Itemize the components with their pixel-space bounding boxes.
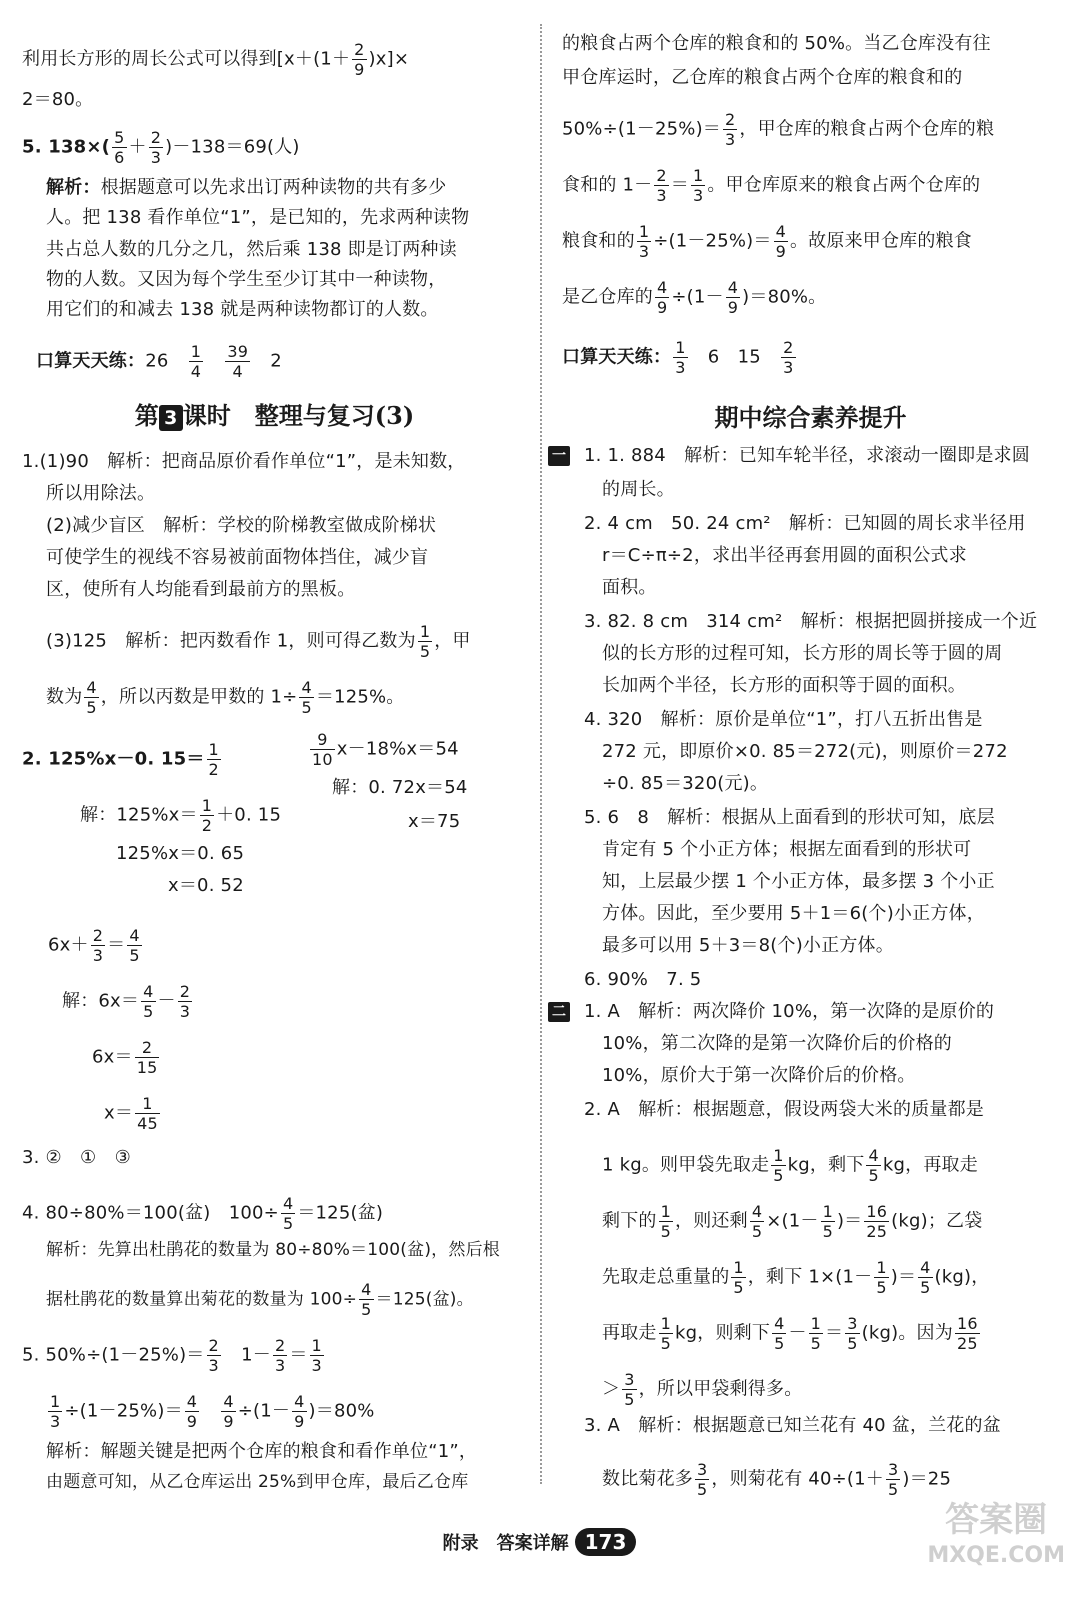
answer-5: 5. 138×( $\frac{5}{6}$ ＋ $\frac{2}{3}$ )－138＝69(人) — [22, 128, 300, 167]
fraction: $\frac{4}{5}$ — [774, 1314, 785, 1353]
fraction: $\frac{4}{5}$ — [361, 1280, 372, 1319]
answer-2b: 2. A 解析：根据题意，假设两袋大米的质量都是 — [584, 1099, 985, 1120]
text-line: 是乙仓库的 $\frac{4}{9}$ ÷(1－ $\frac{4}{9}$ )＝80%。 — [562, 278, 827, 317]
section-marker: 一 — [548, 446, 570, 466]
text-line: 10%，原价大于第一次降价后的价格。 — [602, 1065, 916, 1086]
text-line: 再取走 $\frac{1}{5}$ kg，则剩下 $\frac{4}{5}$ － $\frac{1}{5}$ ＝ $\frac{3}{5}$ (kg)。因为 $\frac{16}{25}$ — [602, 1314, 978, 1353]
fraction: $\frac{2}{9}$ — [354, 40, 365, 79]
answer-4: 4. 80÷80%＝100(盆) 100÷ $\frac{4}{5}$ ＝125(盆) — [22, 1194, 384, 1233]
answer-3: 3. ② ① ③ — [22, 1147, 131, 1168]
text-line: 方体。因此，至少要用 5＋1＝6(个)小正方体， — [602, 903, 985, 924]
text-line: 10%，第二次降的是第一次降价后的价格的 — [602, 1033, 953, 1054]
answer-1: 1. 1. 884 解析：已知车轮半径，求滚动一圈即是求圆 — [584, 445, 1030, 466]
fraction: $\frac{2}{3}$ — [92, 926, 104, 965]
answer-1b: 1. A 解析：两次降价 10%，第一次降的是原价的 — [584, 1001, 995, 1022]
fraction: $\frac{1}{5}$ — [822, 1202, 833, 1241]
page-footer — [0, 1528, 1079, 1556]
equation-line: 125%x＝0. 65 — [116, 843, 245, 864]
text-line: 所以用除法。 — [46, 483, 156, 504]
equation-line: x＝75 — [408, 811, 461, 832]
fraction: $\frac{4}{5}$ — [282, 1194, 294, 1233]
column-divider — [540, 24, 542, 1484]
fraction: $\frac{1}{3}$ — [638, 222, 650, 261]
fraction: $\frac{5}{6}$ — [114, 128, 125, 167]
fraction: $\frac{4}{5}$ — [86, 678, 97, 717]
fraction: $\frac{2}{3}$ — [656, 166, 667, 205]
kousuan-line: 口算天天练： $\frac{1}{3}$ 6 15 $\frac{2}{3}$ — [562, 338, 794, 377]
explanation-line: 物的人数。又因为每个学生至少订其中一种读物， — [46, 269, 447, 290]
fraction: $\frac{3}{5}$ — [624, 1370, 635, 1409]
equation-line: $\frac{9}{10}$ x－18%x＝54 — [312, 730, 459, 769]
equation-line: 6x＝ $\frac{2}{15}$ — [92, 1038, 158, 1077]
equation-line: 解：125%x＝ $\frac{1}{2}$ ＋0. 15 — [80, 796, 282, 835]
fraction: $\frac{1}{5}$ — [419, 622, 431, 661]
fraction: $\frac{1}{3}$ — [50, 1392, 61, 1431]
fraction: $\frac{39}{4}$ — [227, 342, 249, 381]
fraction: $\frac{3}{5}$ — [697, 1460, 708, 1499]
fraction: $\frac{1}{3}$ — [675, 338, 686, 377]
text-line: 甲仓库运时，乙仓库的粮食占两个仓库的粮食和的 — [562, 67, 963, 88]
text-line: 先取走总重量的 $\frac{1}{5}$ ，剩下 1×(1－ $\frac{1}{5}$ )＝ $\frac{4}{5}$ (kg)， — [602, 1258, 990, 1297]
right-column — [552, 0, 1059, 1540]
answer-4: 4. 320 解析：原价是单位“1”，打八五折出售是 — [584, 709, 983, 730]
fraction: $\frac{4}{9}$ — [727, 278, 739, 317]
fraction: $\frac{4}{9}$ — [657, 278, 668, 317]
fraction: $\frac{1}{2}$ — [201, 796, 213, 835]
fraction: $\frac{1}{5}$ — [660, 1314, 671, 1353]
fraction: $\frac{16}{25}$ — [956, 1314, 978, 1353]
text-line: 利用长方形的周长公式可以得到[x＋(1＋ $\frac{2}{9}$ )x]× — [22, 40, 410, 79]
fraction: $\frac{1}{5}$ — [773, 1146, 784, 1185]
watermark-logo: 答案圈 MXQE.COM — [927, 1500, 1065, 1568]
text-line: 长加两个半径，长方形的面积等于圆的面积。 — [602, 675, 966, 696]
text-line: r＝C÷π÷2，求出半径再套用圆的面积公式求 — [602, 545, 967, 566]
answer-5: 5. 6 8 解析：根据从上面看到的形状可知，底层 — [584, 807, 995, 828]
text-line: 数为 $\frac{4}{5}$ ，所以丙数是甲数的 1÷ $\frac{4}{5}$ ＝125%。 — [46, 678, 405, 717]
fraction: $\frac{4}{5}$ — [920, 1258, 931, 1297]
equation-line: 解：0. 72x＝54 — [332, 777, 468, 798]
fraction: $\frac{1}{45}$ — [137, 1094, 158, 1133]
fraction: $\frac{1}{5}$ — [810, 1314, 822, 1353]
text-line: ＞ $\frac{3}{5}$ ，所以甲袋剩得多。 — [602, 1370, 803, 1409]
text-line: 50%÷(1－25%)＝ $\frac{2}{3}$ ，甲仓库的粮食占两个仓库的粮 — [562, 110, 995, 149]
text-line: 面积。 — [602, 577, 657, 598]
fraction: $\frac{3}{5}$ — [847, 1314, 858, 1353]
text-line: 肯定有 5 个小正方体；根据左面看到的形状可 — [602, 839, 972, 860]
text-line: 最多可以用 5＋3＝8(个)小正方体。 — [602, 935, 894, 956]
answer-3: 3. 82. 8 cm 314 cm² 解析：根据把圆拼接成一个近 — [584, 611, 1038, 632]
text-line: 2＝80。 — [22, 89, 94, 110]
fraction: $\frac{4}{5}$ — [751, 1202, 763, 1241]
text-line: 区，使所有人均能看到最前方的黑板。 — [46, 579, 356, 600]
text-line: 知，上层最少摆 1 个小正方体，最多摆 3 个小正 — [602, 871, 995, 892]
text-line: 粮食和的 $\frac{1}{3}$ ÷(1－25%)＝ $\frac{4}{9}$ 。故原来甲仓库的粮食 — [562, 222, 972, 261]
explanation-line: 解析：先算出杜鹃花的数量为 80÷80%＝100(盆)，然后根 — [46, 1240, 500, 1260]
section-marker: 二 — [548, 1002, 570, 1022]
fraction: $\frac{1}{5}$ — [876, 1258, 887, 1297]
fraction: $\frac{4}{9}$ — [223, 1392, 234, 1431]
equation-line: x＝0. 52 — [168, 875, 244, 896]
text-line: 剩下的 $\frac{1}{5}$ ，则还剩 $\frac{4}{5}$ ×(1－ $\frac{1}{5}$ )＝ $\frac{16}{25}$ (kg)；乙袋 — [602, 1202, 983, 1241]
fraction: $\frac{4}{9}$ — [186, 1392, 198, 1431]
explanation-line: 由题意可知，从乙仓库运出 25%到甲仓库，最后乙仓库 — [46, 1472, 469, 1492]
fraction: $\frac{2}{3}$ — [783, 338, 794, 377]
fraction: $\frac{2}{3}$ — [150, 128, 162, 167]
fraction: $\frac{4}{5}$ — [129, 926, 140, 965]
fraction: $\frac{1}{3}$ — [692, 166, 704, 205]
fraction: $\frac{16}{25}$ — [866, 1202, 888, 1241]
fraction: $\frac{2}{3}$ — [274, 1336, 286, 1375]
explanation-line: 用它们的和减去 138 就是两种读物都订的人数。 — [46, 299, 439, 320]
lesson-heading: 第 3 课时 整理与复习(3) — [134, 401, 415, 430]
fraction: $\frac{3}{5}$ — [887, 1460, 899, 1499]
answer-3b: 3. A 解析：根据题意已知兰花有 40 盆，兰花的盆 — [584, 1415, 1001, 1436]
fraction: $\frac{4}{5}$ — [868, 1146, 879, 1185]
fraction: $\frac{1}{5}$ — [660, 1202, 671, 1241]
text-line: 数比菊花多 $\frac{3}{5}$ ，则菊花有 40÷(1＋ $\frac{3}{5}$ )＝25 — [602, 1460, 952, 1499]
fraction: $\frac{2}{3}$ — [725, 110, 736, 149]
fraction: $\frac{1}{3}$ — [311, 1336, 322, 1375]
equation-line: 2. 125%x－0. 15＝ $\frac{1}{2}$ — [22, 740, 219, 779]
fraction: $\frac{4}{9}$ — [294, 1392, 305, 1431]
equation-line: 解：6x＝ $\frac{4}{5}$ － $\frac{2}{3}$ — [62, 982, 191, 1021]
text-line: 食和的 1－ $\frac{2}{3}$ ＝ $\frac{1}{3}$ 。甲仓库原来的粮食占两个仓库的 — [562, 166, 981, 205]
explanation-line: 人。把 138 看作单位“1”，是已知的，先求两种读物 — [46, 207, 470, 228]
explanation-line: 解析：解题关键是把两个仓库的粮食和看作单位“1”， — [46, 1441, 478, 1462]
equation-line: x＝ $\frac{1}{45}$ — [104, 1094, 158, 1133]
explanation-line: 据杜鹃花的数量算出菊花的数量为 100÷ $\frac{4}{5}$ ＝125(盆)。 — [46, 1280, 474, 1319]
section-title: 期中综合素养提升 — [714, 403, 907, 432]
answer-5b: 5. 50%÷(1－25%)＝ $\frac{2}{3}$ 1－ $\frac{2}{3}$ ＝ $\frac{1}{3}$ — [22, 1336, 322, 1375]
fraction: $\frac{2}{15}$ — [136, 1038, 158, 1077]
text-line: 的粮食占两个仓库的粮食和的 50%。当乙仓库没有往 — [562, 33, 991, 54]
left-column — [22, 0, 527, 1540]
kousuan-line: 口算天天练：26 $\frac{1}{4}$ $\frac{39}{4}$ 2 — [36, 342, 282, 381]
explanation-line: 解析：根据题意可以先求出订两种读物的共有多少 — [46, 177, 447, 198]
equation-line: $\frac{1}{3}$ ÷(1－25%)＝ $\frac{4}{9}$ $\frac{4}{9}$ ÷(1－ $\frac{4}{9}$ )＝80% — [50, 1392, 375, 1431]
text-line: ÷0. 85＝320(元)。 — [602, 773, 769, 794]
text-line: (2)减少盲区 解析：学校的阶梯教室做成阶梯状 — [46, 515, 437, 536]
fraction: $\frac{9}{10}$ — [312, 730, 333, 769]
fraction: $\frac{2}{3}$ — [208, 1336, 219, 1375]
fraction: $\frac{2}{3}$ — [179, 982, 191, 1021]
fraction: $\frac{4}{9}$ — [775, 222, 786, 261]
text-line: 1 kg。则甲袋先取走 $\frac{1}{5}$ kg，剩下 $\frac{4}{5}$ kg，再取走 — [602, 1146, 978, 1185]
text-line: 可使学生的视线不容易被前面物体挡住，减少盲 — [46, 547, 429, 568]
answer-2: 2. 4 cm 50. 24 cm² 解析：已知圆的周长求半径用 — [584, 513, 1026, 534]
page-number: 173 — [575, 1528, 637, 1556]
text-line: (3)125 解析：把丙数看作 1，则可得乙数为 $\frac{1}{5}$ ，甲 — [46, 622, 471, 661]
answer-6-7: 6. 90% 7. 5 — [584, 969, 702, 990]
equation-line: 6x＋ $\frac{2}{3}$ ＝ $\frac{4}{5}$ — [48, 926, 140, 965]
text-line: 272 元，即原价×0. 85＝272(元)，则原价＝272 — [602, 741, 1008, 762]
text-line: 似的长方形的过程可知，长方形的周长等于圆的周 — [602, 643, 1003, 664]
fraction: $\frac{1}{2}$ — [208, 740, 219, 779]
fraction: $\frac{4}{5}$ — [301, 678, 312, 717]
fraction: $\frac{1}{5}$ — [733, 1258, 744, 1297]
explanation-line: 共占总人数的几分之几，然后乘 138 即是订两种读 — [46, 239, 457, 260]
footer-label: 附录 答案详解 — [442, 1533, 569, 1554]
text-line: 的周长。 — [602, 479, 675, 500]
answer-1: 1.(1)90 解析：把商品原价看作单位“1”，是未知数， — [22, 451, 466, 472]
fraction: $\frac{1}{4}$ — [190, 342, 202, 381]
fraction: $\frac{4}{5}$ — [143, 982, 154, 1021]
